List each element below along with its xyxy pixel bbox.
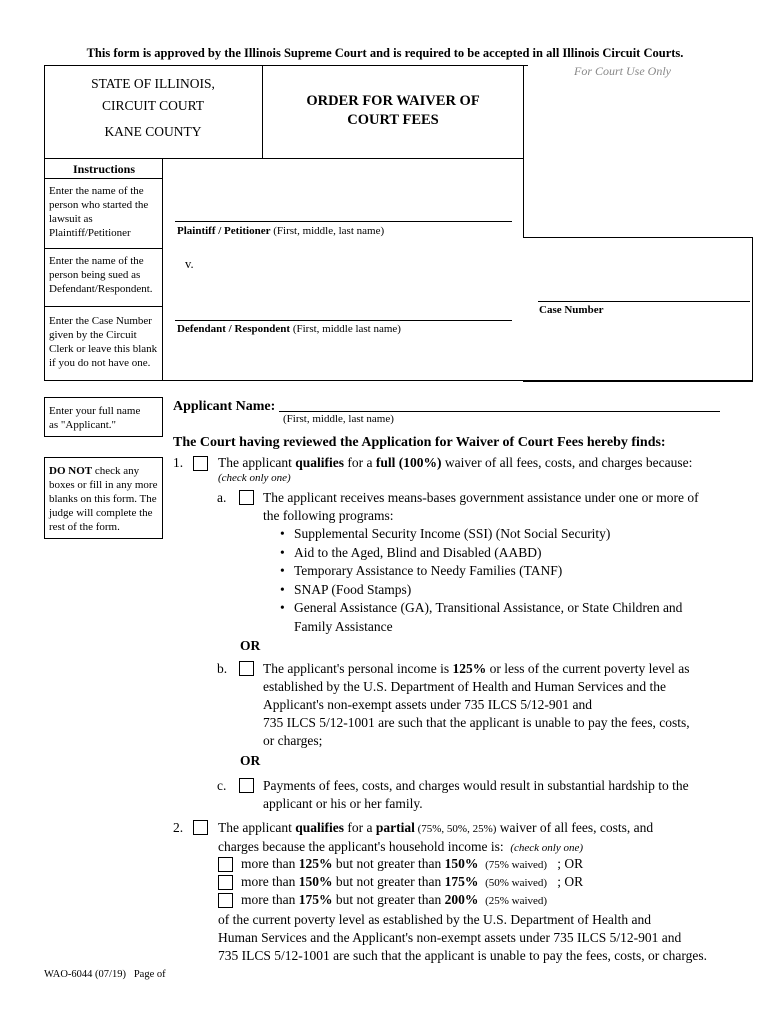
item2-text-2: qualifies bbox=[295, 820, 344, 835]
item2-text bbox=[218, 819, 653, 857]
page-number: Page of bbox=[133, 969, 166, 980]
item1b-line1-a: The applicant's personal income is bbox=[263, 661, 453, 676]
item1b-letter: b. bbox=[217, 661, 228, 676]
instruction-do-not bbox=[49, 464, 162, 534]
applicant-name-hint: (First, middle, last name) bbox=[283, 413, 394, 425]
partial-option-25 bbox=[241, 891, 547, 910]
opt0-a: more than bbox=[241, 856, 299, 871]
item1-text-3: for a bbox=[343, 455, 376, 470]
item1-text-5: waiver of all fees, costs, and charges because: bbox=[441, 455, 693, 470]
program-item: • Temporary Assistance to Needy Families (TANF) bbox=[276, 562, 706, 581]
plaintiff-name-line[interactable] bbox=[175, 221, 512, 222]
opt0-d: 150% bbox=[444, 856, 479, 871]
or-separator-2: OR bbox=[240, 753, 261, 768]
item1b-line1-b: 125% bbox=[452, 661, 487, 676]
instructions-right-border bbox=[162, 158, 163, 380]
item2-text-5: (75%, 50%, 25%) bbox=[414, 823, 497, 835]
opt2-c: but not greater than bbox=[332, 892, 445, 907]
item2-tail-3: 735 ILCS 5/12-1001 are such that the applicant is unable to pay the fees, costs, or charges. bbox=[218, 948, 707, 963]
item1c-letter: c. bbox=[217, 778, 227, 793]
opt0-c: but not greater than bbox=[332, 856, 445, 871]
item1c-text bbox=[263, 777, 689, 813]
applicant-name-label: Applicant Name: bbox=[173, 399, 276, 414]
instruction-do-not-bold: DO NOT bbox=[49, 465, 93, 477]
plaintiff-caption bbox=[177, 225, 384, 237]
item2-line1 bbox=[218, 819, 653, 838]
item1b-line2: established by the U.S. Department of Health and Human Services and the bbox=[263, 679, 667, 694]
form-title-line1: ORDER FOR WAIVER OF bbox=[306, 93, 480, 109]
opt1-f: ; OR bbox=[557, 874, 584, 889]
item1-checkbox[interactable] bbox=[193, 456, 208, 471]
form-title bbox=[263, 92, 523, 130]
footer bbox=[44, 969, 166, 980]
court-use-left-border bbox=[523, 65, 524, 238]
item2-tail bbox=[218, 911, 707, 965]
instruction-defendant: Enter the name of the person being sued as Defendant/Respondent. bbox=[49, 255, 153, 295]
program-item: • General Assistance (GA), Transitional Assistance, or State Children and Family Assistance bbox=[276, 599, 706, 636]
item1-text-2: qualifies bbox=[295, 455, 344, 470]
applicant-name-line[interactable] bbox=[279, 411, 720, 412]
item2-number: 2. bbox=[173, 820, 184, 835]
item1a-line2: the following programs: bbox=[263, 508, 394, 523]
item2-checkbox[interactable] bbox=[193, 820, 208, 835]
opt1-a: more than bbox=[241, 874, 299, 889]
header-top-border bbox=[44, 65, 528, 66]
opt2-a: more than bbox=[241, 892, 299, 907]
item1c-line1: Payments of fees, costs, and charges would result in substantial hardship to the bbox=[263, 778, 689, 793]
item2-line2-text: charges because the applicant's household income is: bbox=[218, 839, 504, 854]
form-id: WAO-6044 (07/19) bbox=[44, 969, 126, 980]
item1-text-1: The applicant bbox=[218, 455, 296, 470]
instruction-divider-2 bbox=[44, 306, 162, 307]
state-name: STATE OF ILLINOIS, bbox=[91, 76, 215, 91]
item2-tail-1: of the current poverty level as established by the U.S. Department of Health and bbox=[218, 912, 651, 927]
item1b-checkbox[interactable] bbox=[239, 661, 254, 676]
item1a-line1: The applicant receives means-bases government assistance under one or more of bbox=[263, 490, 699, 505]
program-item: • SNAP (Food Stamps) bbox=[276, 581, 706, 600]
opt2-d: 200% bbox=[444, 892, 479, 907]
court-use-only-label: For Court Use Only bbox=[574, 64, 671, 78]
header-left-border bbox=[44, 65, 45, 158]
opt0-f: ; OR bbox=[557, 856, 584, 871]
item1b-line4: 735 ILCS 5/12-1001 are such that the applicant is unable to pay the fees, costs, bbox=[263, 715, 690, 730]
opt1-b: 150% bbox=[298, 874, 333, 889]
item1b-line3: Applicant's non-exempt assets under 735 ILCS 5/12-901 and bbox=[263, 697, 593, 712]
item1-text bbox=[218, 454, 692, 472]
instruction-applicant bbox=[49, 404, 161, 432]
defendant-caption bbox=[177, 323, 401, 335]
item1a-text bbox=[263, 489, 699, 525]
item2-text-1: The applicant bbox=[218, 820, 296, 835]
item2-text-3: for a bbox=[343, 820, 376, 835]
instruction-divider-1 bbox=[44, 248, 162, 249]
plaintiff-hint: (First, middle, last name) bbox=[273, 225, 385, 237]
or-separator-1: OR bbox=[240, 638, 261, 653]
item1c-checkbox[interactable] bbox=[239, 778, 254, 793]
opt0-e: (75% waived) bbox=[485, 859, 548, 871]
program-item: • Supplemental Security Income (SSI) (Not Social Security) bbox=[276, 525, 706, 544]
item1-text-4: full (100%) bbox=[375, 455, 442, 470]
opt1-e: (50% waived) bbox=[485, 877, 548, 889]
partial-option-75-checkbox[interactable] bbox=[218, 857, 233, 872]
plaintiff-label: Plaintiff / Petitioner bbox=[177, 225, 271, 237]
opt1-d: 175% bbox=[444, 874, 479, 889]
item1b-line1 bbox=[263, 660, 690, 678]
opt2-b: 175% bbox=[298, 892, 333, 907]
instruction-plaintiff: Enter the name of the person who started the lawsuit as Plaintiff/Petitioner bbox=[49, 185, 149, 239]
instruction-applicant-line1: Enter your full name bbox=[49, 405, 141, 417]
form-title-line2: COURT FEES bbox=[347, 112, 439, 128]
instruction-case-number: Enter the Case Number given by the Circuit Clerk or leave this blank if you do not have one. bbox=[49, 315, 158, 369]
case-number-line[interactable] bbox=[538, 301, 750, 302]
partial-option-50 bbox=[241, 873, 583, 892]
defendant-name-line[interactable] bbox=[175, 320, 512, 321]
instructions-left-border bbox=[44, 158, 45, 380]
case-number-label: Case Number bbox=[539, 304, 604, 316]
instruction-applicant-line2: as "Applicant." bbox=[49, 419, 117, 431]
program-item: • Aid to the Aged, Blind and Disabled (AABD) bbox=[276, 544, 706, 563]
header-notice: This form is approved by the Illinois Supreme Court and is required to be accepted in all Illinois Circuit Courts. bbox=[86, 46, 684, 60]
defendant-label: Defendant / Respondent bbox=[177, 323, 291, 335]
item2-tail-2: Human Services and the Applicant's non-exempt assets under 735 ILCS 5/12-901 and bbox=[218, 930, 682, 945]
item1b-line1-c: or less of the current poverty level as bbox=[486, 661, 690, 676]
court-block bbox=[46, 71, 260, 145]
item1c-line2: applicant or his or her family. bbox=[263, 796, 423, 811]
item1a-letter: a. bbox=[217, 490, 227, 505]
opt2-e: (25% waived) bbox=[485, 895, 548, 907]
item1b-line5: or charges; bbox=[263, 733, 323, 748]
partial-option-75 bbox=[241, 855, 583, 874]
defendant-hint: (First, middle last name) bbox=[292, 323, 401, 335]
partial-option-25-checkbox[interactable] bbox=[218, 893, 233, 908]
instructions-top-border bbox=[44, 158, 162, 159]
instructions-heading: Instructions bbox=[72, 162, 135, 176]
findings-heading: The Court having reviewed the Application for Waiver of Court Fees hereby finds: bbox=[173, 435, 666, 450]
item2-text-4: partial bbox=[375, 820, 415, 835]
item2-text-6: waiver of all fees, costs, and bbox=[496, 820, 654, 835]
partial-option-50-checkbox[interactable] bbox=[218, 875, 233, 890]
item1-number: 1. bbox=[173, 455, 184, 470]
court-name: CIRCUIT COURT bbox=[101, 98, 205, 113]
opt1-c: but not greater than bbox=[332, 874, 445, 889]
instructions-heading-rule bbox=[44, 178, 162, 179]
caption-bottom-border bbox=[44, 380, 752, 381]
opt0-b: 125% bbox=[298, 856, 333, 871]
item1-note: (check only one) bbox=[218, 472, 291, 484]
item2-note: (check only one) bbox=[510, 842, 584, 854]
versus-label: v. bbox=[185, 257, 194, 271]
item1a-checkbox[interactable] bbox=[239, 490, 254, 505]
item1b-text bbox=[263, 660, 690, 750]
county-name: KANE COUNTY bbox=[104, 124, 202, 139]
program-list bbox=[276, 525, 706, 636]
instruction-do-not-rest: check any boxes or fill in any more blanks on this form. The judge will complete the rest of the form. bbox=[49, 465, 158, 533]
